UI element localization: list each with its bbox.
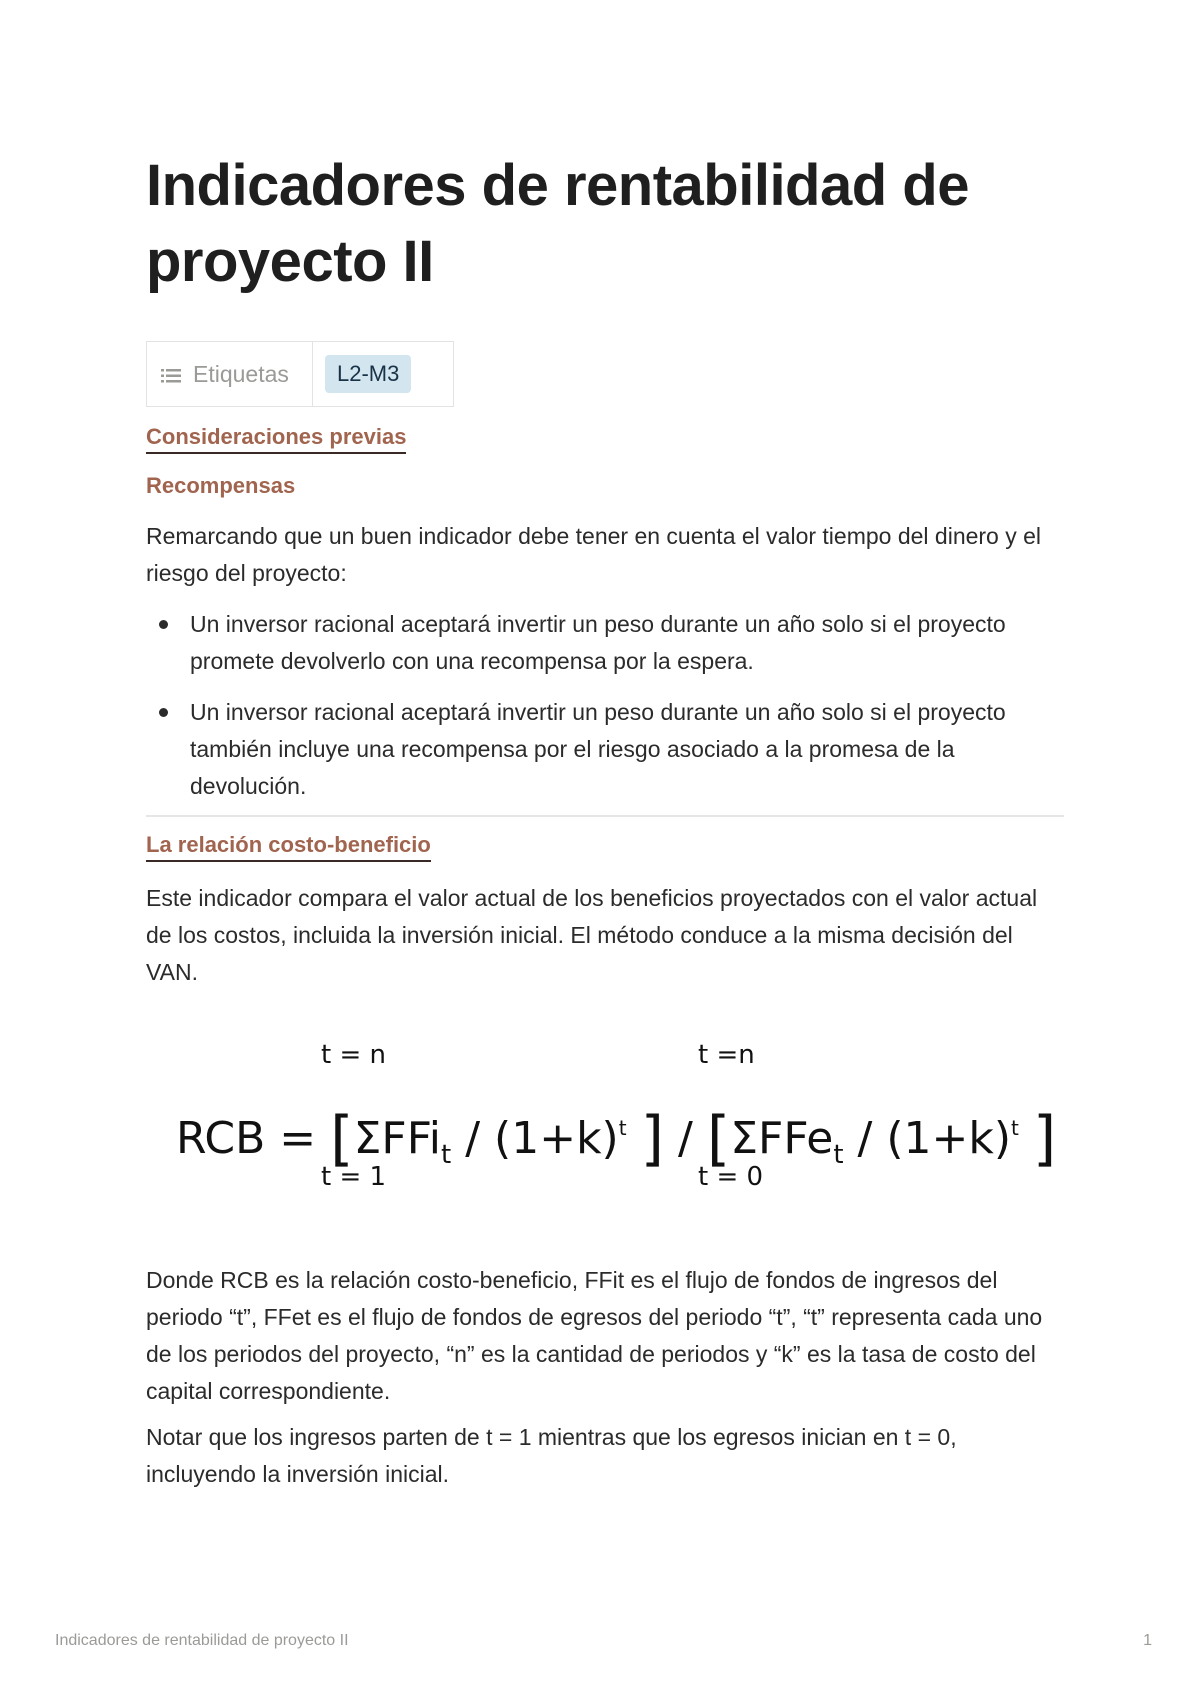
formula-exponent: t bbox=[1011, 1116, 1019, 1140]
bullet-list bbox=[146, 606, 1064, 819]
formula-lower-limit-2: t = 0 bbox=[698, 1162, 764, 1192]
formula-open-bracket: [ bbox=[706, 1104, 731, 1174]
subheading-recompensas: Recompensas bbox=[146, 473, 296, 498]
formula-slash: / bbox=[677, 1113, 693, 1164]
footer-title: Indicadores de rentabilidad de proyecto II bbox=[55, 1632, 349, 1649]
bullet-icon bbox=[159, 620, 168, 629]
bullet-text: Un inversor racional aceptará invertir un peso durante un año solo si el proyecto promete devolverlo con una recompensa por la espera. bbox=[190, 611, 1006, 674]
note-paragraph: Notar que los ingresos parten de t = 1 mientras que los egresos inician en t = 0, incluyendo la inversión inicial. bbox=[146, 1424, 957, 1487]
formula-lhs: RCB = bbox=[176, 1113, 317, 1164]
list-item bbox=[146, 694, 1064, 805]
formula-main bbox=[176, 1100, 1056, 1183]
formula-open-bracket: [ bbox=[330, 1104, 354, 1174]
property-label: Etiquetas bbox=[193, 360, 289, 387]
explanation-paragraph: Donde RCB es la relación costo-beneficio, FFit es el flujo de fondos de ingresos del periodo “t”, FFet es el flujo de fondos de egresos del periodo “t”, “t” representa cada uno de los periodos del proyecto, “n” es la cantidad de periodos y “k” es la tasa de costo del capital correspondiente. bbox=[146, 1267, 1043, 1404]
formula-lower-limit-1: t = 1 bbox=[321, 1162, 387, 1192]
page-title: Indicadores de rentabilidad de proyecto II bbox=[146, 153, 969, 294]
property-value[interactable] bbox=[313, 342, 453, 406]
divider bbox=[146, 815, 1064, 817]
formula-sum-ingresos: ΣFFi bbox=[353, 1113, 442, 1164]
properties-row bbox=[146, 341, 454, 407]
formula-sum-egresos: ΣFFe bbox=[730, 1113, 834, 1164]
property-etiquetas[interactable] bbox=[147, 342, 313, 406]
intro-paragraph: Remarcando que un buen indicador debe tener en cuenta el valor tiempo del dinero y el riesgo del proyecto: bbox=[146, 523, 1042, 586]
bullet-icon bbox=[159, 708, 168, 717]
description-paragraph: Este indicador compara el valor actual de los beneficios proyectados con el valor actual de los costos, incluida la inversión inicial. El método conduce a la misma decisión del VAN. bbox=[146, 885, 1038, 985]
formula-subscript: t bbox=[833, 1140, 844, 1170]
page-number: 1 bbox=[1143, 1632, 1152, 1649]
formula-close-bracket: ] bbox=[1032, 1104, 1057, 1174]
rcb-formula bbox=[146, 1040, 1064, 1220]
formula-exponent: t bbox=[618, 1116, 627, 1140]
formula-upper-limit-1: t = n bbox=[321, 1040, 386, 1070]
bullet-text: Un inversor racional aceptará invertir un peso durante un año solo si el proyecto también incluye una recompensa por el riesgo asociado a la promesa de la devolución. bbox=[190, 699, 1006, 799]
formula-divisor: / (1+k) bbox=[857, 1113, 1012, 1164]
list-item bbox=[146, 606, 1064, 680]
tag-badge[interactable]: L2-M3 bbox=[325, 355, 411, 393]
link-consideraciones-previas[interactable]: Consideraciones previas bbox=[146, 423, 406, 454]
formula-upper-limit-2: t =n bbox=[698, 1040, 755, 1070]
link-relacion-costo-beneficio[interactable]: La relación costo-beneficio bbox=[146, 831, 431, 862]
formula-subscript: t bbox=[441, 1140, 452, 1170]
formula-divisor: / (1+k) bbox=[465, 1113, 619, 1164]
list-icon bbox=[161, 368, 181, 384]
formula-close-bracket: ] bbox=[640, 1104, 664, 1174]
